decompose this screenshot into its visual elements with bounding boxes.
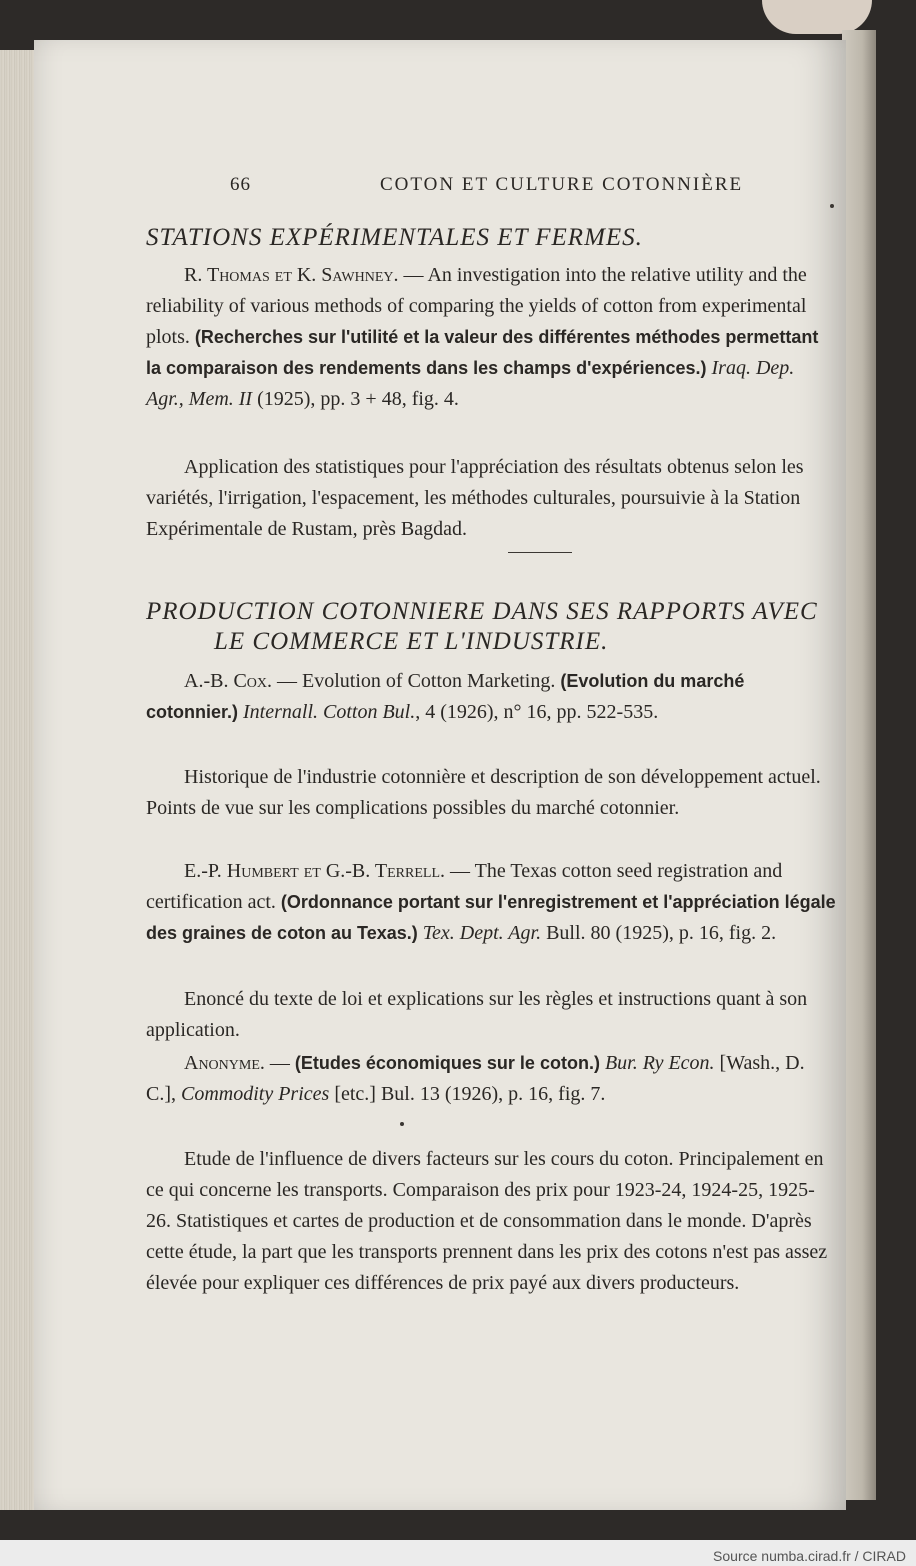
entry-title-en: The Texas cotton seed registration and certification act.	[146, 860, 783, 913]
entry-journal: Bur. Ry Econ.	[604, 1052, 715, 1074]
summary-anonyme: Etude de l'influence de divers facteurs sur les cours du coton. Principalement en ce qui concerne les transports. Comparaison des prix pour 1923-24, 1924-25, 1925-26. Statistiques et cartes de production et de consommation dans le monde. D'après cette étude, la part que les transports prennent dans les prix des cotons n'est pas assez élevée pour expliquer ces différences de prix payé aux divers producteurs.	[146, 1148, 828, 1294]
entry-details: Bull. 80 (1925), p. 16, fig. 2.	[541, 922, 777, 944]
section-heading-production-line2: LE COMMERCE ET L'INDUSTRIE.	[214, 628, 609, 655]
section-heading-stations: STATIONS EXPÉRIMENTALES ET FERMES.	[146, 224, 643, 251]
entry-authors: R. Thomas et K. Sawhney.	[184, 264, 399, 286]
entry-humbert-terrell	[146, 856, 836, 949]
page-content	[34, 40, 846, 1510]
entry-cox	[146, 666, 836, 728]
entry-title-fr: (Recherches sur l'utilité et la valeur des différentes méthodes permettant la comparaison des rendements dans les champs d'expériences.)	[146, 327, 819, 378]
entry-dash: —	[445, 860, 475, 882]
entry-dash: —	[272, 670, 303, 692]
entry-details: , 4 (1926), n° 16, pp. 522-535.	[415, 701, 659, 723]
summary-cox: Historique de l'industrie cotonnière et description de son développement actuel. Points de vue sur les complications possibles du marché cotonnier.	[146, 766, 821, 819]
entry-journal: Internall. Cotton Bul.	[243, 701, 416, 723]
section-heading-production-line1: PRODUCTION COTONNIERE DANS SES RAPPORTS AVEC	[146, 598, 818, 625]
running-title: COTON ET CULTURE COTONNIÈRE	[380, 174, 744, 195]
entry-anonyme	[146, 1048, 836, 1110]
print-speck	[400, 1122, 404, 1126]
entry-authors: E.-P. Humbert et G.-B. Terrell.	[184, 860, 446, 882]
entry-title-fr: (Ordonnance portant sur l'enregistrement et l'appréciation légale des graines de coton au Texas.)	[146, 892, 836, 943]
page-number: 66	[230, 174, 251, 195]
print-speck	[830, 204, 834, 208]
entry-details: (1925), pp. 3 + 48, fig. 4.	[257, 388, 459, 410]
entry-thomas-sawhney	[146, 260, 836, 415]
entry-authors: Anonyme.	[184, 1052, 265, 1074]
running-head	[230, 174, 743, 196]
entry-title-fr: (Etudes économiques sur le coton.)	[294, 1053, 600, 1073]
page-curl-right	[842, 30, 876, 1500]
entry-journal: Tex. Dept. Agr.	[422, 922, 542, 944]
entry-journal: Iraq. Dep. Agr., Mem. II	[146, 357, 795, 410]
book-page	[34, 40, 846, 1510]
entry-dash: —	[264, 1052, 295, 1074]
entry-authors: A.-B. Cox.	[184, 670, 273, 692]
summary-thomas-sawhney: Application des statistiques pour l'appréciation des résultats obtenus selon les variétés, l'irrigation, l'espacement, les méthodes culturales, poursuivie à la Station Expérimentale de Rustam, près Bagdad.	[146, 456, 804, 540]
summary-humbert-terrell: Enoncé du texte de loi et explications sur les règles et instructions quant à son application.	[146, 988, 808, 1041]
entry-title-en: Evolution of Cotton Marketing.	[302, 670, 556, 692]
source-credit: Source numba.cirad.fr / CIRAD	[713, 1548, 906, 1564]
section-divider	[508, 552, 572, 553]
page-stack-left	[0, 50, 36, 1510]
entry-title-fr: (Evolution du marché cotonnier.)	[146, 671, 745, 722]
bookmark-ribbon	[762, 0, 872, 34]
entry-details: [etc.] Bul. 13 (1926), p. 16, fig. 7.	[329, 1083, 606, 1105]
entry-title-en: An investigation into the relative utility and the reliability of various methods of comparing the yields of cotton from experimental plots.	[146, 264, 807, 348]
entry-dash: —	[398, 264, 428, 286]
entry-series: Commodity Prices	[181, 1083, 330, 1105]
entry-place: [Wash., D. C.],	[146, 1052, 805, 1105]
